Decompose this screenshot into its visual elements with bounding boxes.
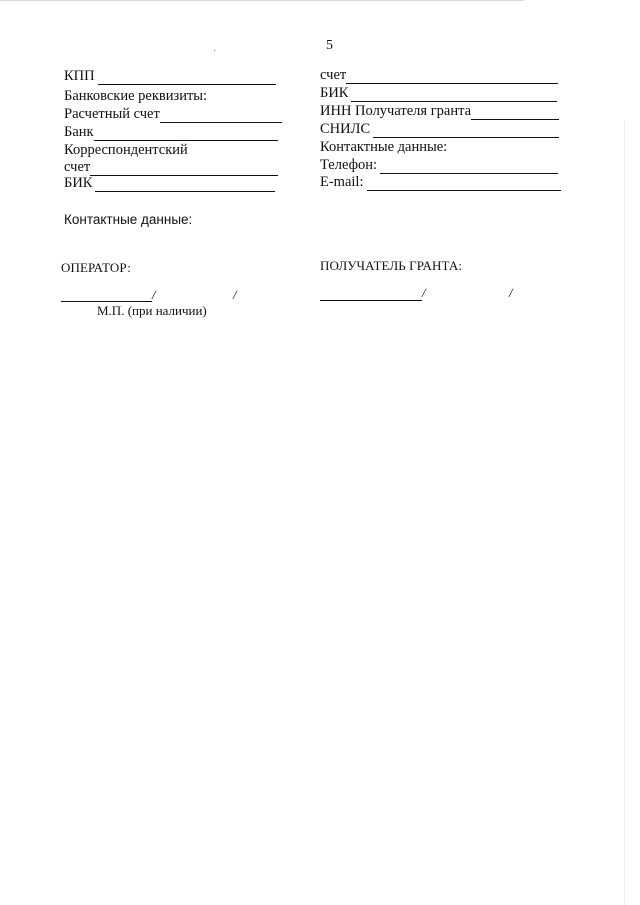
bank-details-heading bbox=[64, 88, 207, 105]
kpp-blank bbox=[98, 71, 276, 85]
inn-blank bbox=[471, 106, 559, 120]
operator-slash-1: / bbox=[152, 287, 156, 302]
bik-field-left bbox=[64, 175, 275, 192]
account-blank-right bbox=[346, 70, 558, 84]
snils-field bbox=[320, 121, 559, 138]
scan-speck bbox=[214, 50, 215, 51]
seal-note: М.П. (при наличии) bbox=[97, 303, 207, 318]
contacts-heading-left bbox=[64, 211, 192, 228]
bank-details-label: Банковские реквизиты: bbox=[64, 88, 208, 104]
corr-account-field bbox=[64, 159, 278, 176]
email-label: E-mail: bbox=[320, 174, 364, 190]
bik-blank-left bbox=[95, 178, 275, 192]
account-label-right: счет bbox=[320, 67, 347, 83]
snils-label: СНИЛС bbox=[320, 121, 371, 137]
page-right-edge bbox=[624, 120, 625, 905]
corr-account-label-line2: счет bbox=[64, 159, 91, 175]
operator-signature-line bbox=[61, 301, 152, 302]
kpp-field bbox=[64, 68, 276, 85]
contacts-label-right: Контактные данные: bbox=[320, 139, 448, 155]
current-account-label: Расчетный счет bbox=[64, 106, 160, 122]
email-field bbox=[320, 174, 561, 191]
corr-account-label-line1: Корреспондентский bbox=[64, 142, 188, 158]
account-field-right bbox=[320, 67, 558, 84]
recipient-signature-line bbox=[320, 300, 422, 301]
kpp-label: КПП bbox=[64, 68, 95, 84]
recipient-heading: ПОЛУЧАТЕЛЬ ГРАНТА: bbox=[320, 258, 463, 273]
bik-blank-right bbox=[351, 88, 557, 102]
inn-field bbox=[320, 103, 559, 120]
page-top-edge bbox=[0, 0, 524, 1]
bank-blank bbox=[94, 127, 278, 141]
operator-slash-2: / bbox=[233, 287, 237, 302]
corr-account-heading bbox=[64, 142, 188, 159]
inn-label: ИНН Получателя гранта bbox=[320, 103, 472, 119]
contacts-label-left: Контактные данные: bbox=[64, 212, 193, 227]
email-blank bbox=[367, 177, 561, 191]
recipient-slash-2: / bbox=[509, 285, 513, 300]
snils-blank bbox=[373, 124, 559, 138]
bank-label: Банк bbox=[64, 124, 94, 140]
operator-heading: ОПЕРАТОР: bbox=[61, 260, 131, 275]
current-account-field bbox=[64, 106, 282, 123]
bank-field bbox=[64, 124, 278, 141]
phone-field bbox=[320, 157, 558, 174]
bik-label-left: БИК bbox=[64, 175, 93, 191]
phone-blank bbox=[380, 160, 558, 174]
bik-label-right: БИК bbox=[320, 85, 349, 101]
page-number: 5 bbox=[326, 38, 333, 53]
current-account-blank bbox=[160, 109, 282, 123]
contacts-heading-right bbox=[320, 139, 447, 156]
recipient-slash-1: / bbox=[422, 285, 426, 300]
corr-account-blank bbox=[90, 162, 278, 176]
bik-field-right bbox=[320, 85, 557, 102]
phone-label: Телефон: bbox=[320, 157, 378, 173]
